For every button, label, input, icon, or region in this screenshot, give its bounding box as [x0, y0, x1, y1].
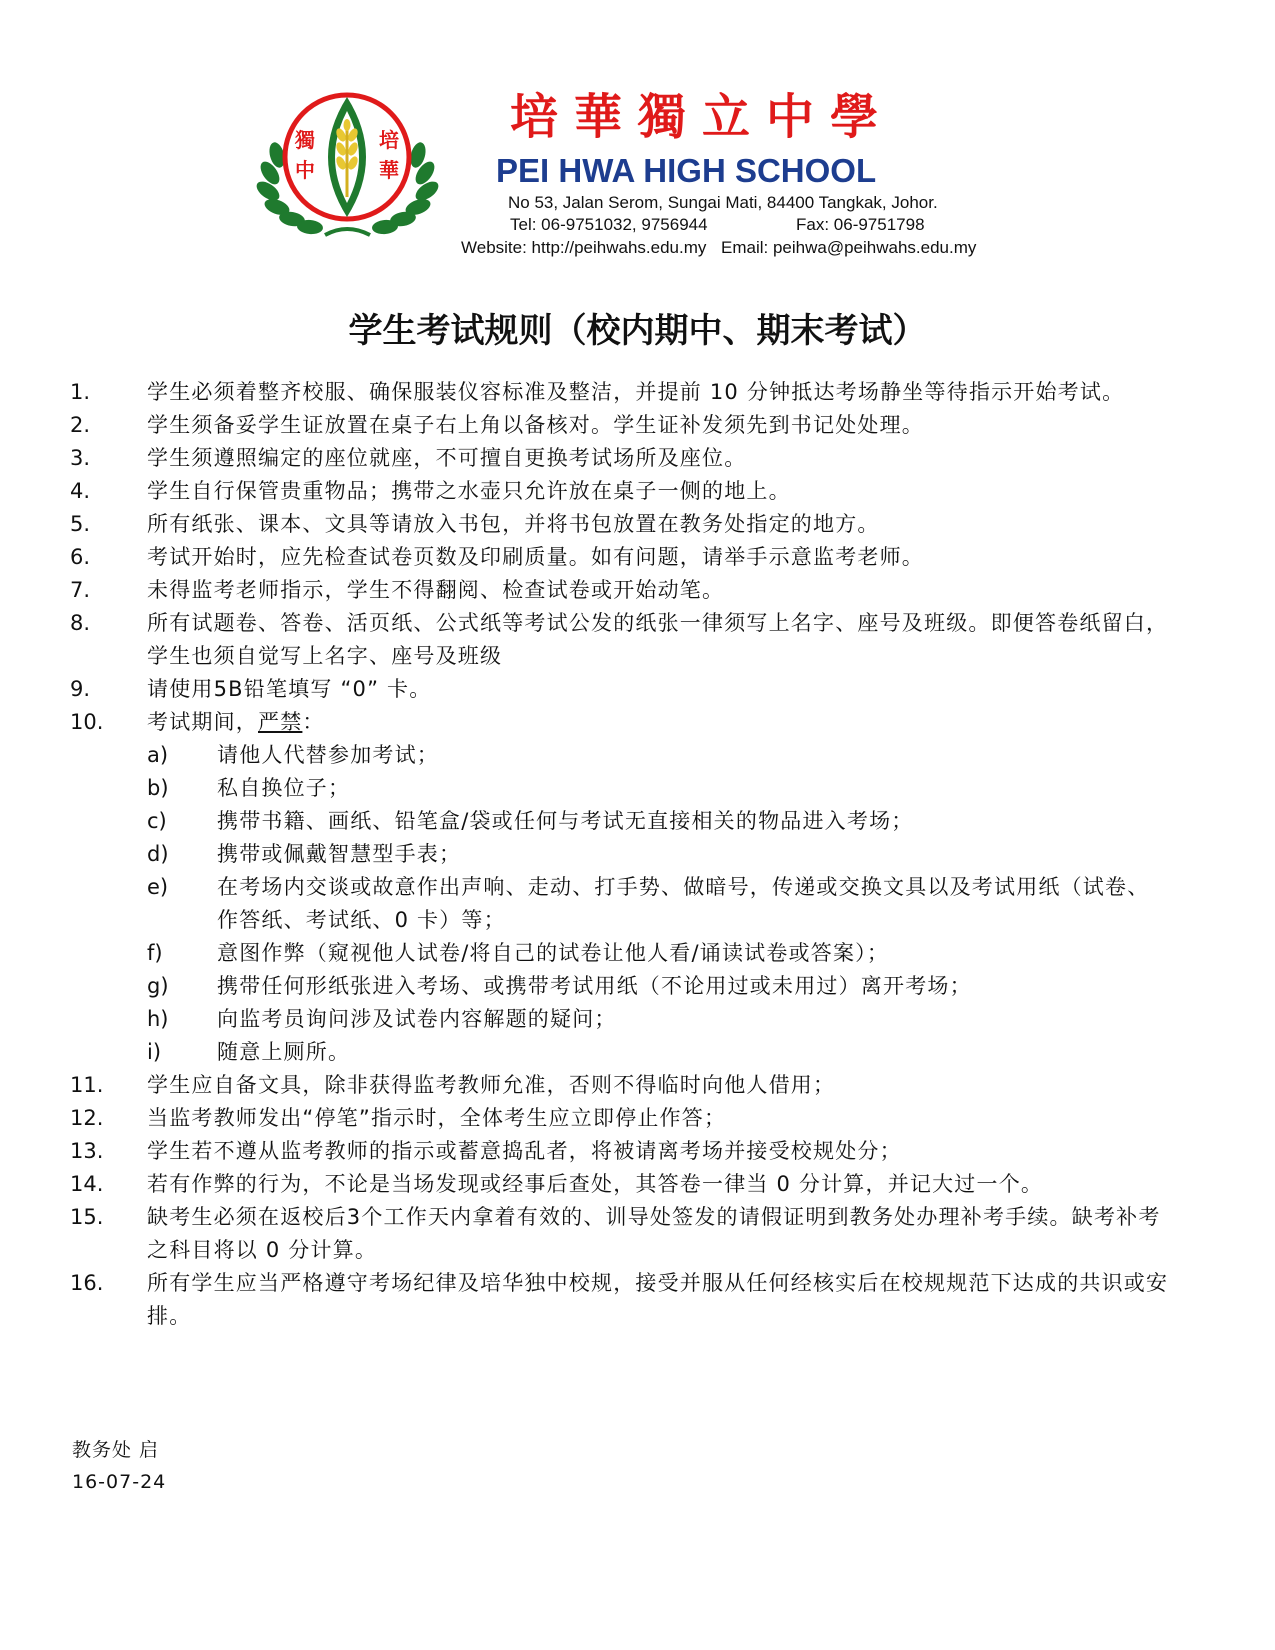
- rule-text: 所有试题卷、答卷、活页纸、公式纸等考试公发的纸张一律须写上名字、座号及班级。即便答卷纸留白，学生也须自觉写上名字、座号及班级: [147, 611, 1169, 668]
- rule-item: [70, 376, 1170, 409]
- prohibition-letter: g): [147, 974, 169, 998]
- prohibition-letter: h): [147, 1007, 169, 1031]
- school-fax: Fax: 06-9751798: [796, 215, 925, 234]
- rule-text: 学生必须着整齐校服、确保服装仪容标准及整洁，并提前 10 分钟抵达考场静坐等待指示开始考试。: [147, 380, 1125, 404]
- school-address: No 53, Jalan Serom, Sungai Mati, 84400 Tangkak, Johor.: [508, 193, 938, 212]
- rule-text: 学生须备妥学生证放置在桌子右上角以备核对。学生证补发须先到书记处处理。: [147, 413, 924, 437]
- prohibition-text: 向监考员询问涉及试卷内容解题的疑问；: [217, 1007, 617, 1031]
- prohibition-item: [70, 838, 1170, 871]
- rule-text: 缺考生必须在返校后3个工作天内拿着有效的、训导处签发的请假证明到教务处办理补考手续。缺考补考之科目将以 0 分计算。: [147, 1205, 1161, 1262]
- prohibition-item: [70, 1003, 1170, 1036]
- rule-item: [70, 1201, 1170, 1267]
- rule-number: 2.: [70, 413, 91, 437]
- prohibition-text: 请他人代替参加考试；: [217, 743, 439, 767]
- rule-text: 若有作弊的行为，不论是当场发现或经事后查处，其答卷一律当 0 分计算，并记大过一个。: [147, 1172, 1044, 1196]
- prohibition-item: [70, 937, 1170, 970]
- rule-text: 学生若不遵从监考教师的指示或蓄意捣乱者，将被请离考场并接受校规处分；: [147, 1139, 902, 1163]
- rule-item: [70, 442, 1170, 475]
- school-logo: [255, 85, 440, 245]
- prohibition-item: [70, 1036, 1170, 1069]
- rule-item: [70, 673, 1170, 706]
- prohibition-letter: f): [147, 941, 163, 965]
- prohibition-letter: e): [147, 875, 169, 899]
- prohibition-item: [70, 871, 1170, 937]
- school-name-english: PEI HWA HIGH SCHOOL: [496, 152, 877, 189]
- rule-item: [70, 508, 1170, 541]
- rule-text: 所有学生应当严格遵守考场纪律及培华独中校规，接受并服从任何经核实后在校规规范下达成的共识或安排。: [147, 1271, 1169, 1328]
- rule-item: [70, 607, 1170, 673]
- rule-item: [70, 1168, 1170, 1201]
- document-title: 学生考试规则（校内期中、期末考试）: [348, 311, 927, 351]
- prohibition-letter: c): [147, 809, 167, 833]
- rule-item: [70, 409, 1170, 442]
- rule-number: 12.: [70, 1106, 104, 1130]
- prohibition-text: 携带或佩戴智慧型手表；: [217, 842, 462, 866]
- rule-text: 所有纸张、课本、文具等请放入书包，并将书包放置在教务处指定的地方。: [147, 512, 880, 536]
- rule-item: [70, 475, 1170, 508]
- prohibition-text: 随意上厕所。: [217, 1040, 351, 1064]
- rule-item: [70, 706, 1170, 739]
- rule-number: 8.: [70, 611, 91, 635]
- rule-number: 3.: [70, 446, 91, 470]
- rule-number: 6.: [70, 545, 91, 569]
- rule-number: 9.: [70, 677, 91, 701]
- rule-item: [70, 1135, 1170, 1168]
- rule-item: [70, 1267, 1170, 1333]
- rule-item: [70, 574, 1170, 607]
- document-footer: [72, 1434, 166, 1498]
- prohibition-letter: a): [147, 743, 169, 767]
- prohibition-item: [70, 772, 1170, 805]
- rule-text: 考试期间，: [147, 710, 258, 734]
- rule-text: 未得监考老师指示，学生不得翻阅、检查试卷或开始动笔。: [147, 578, 725, 602]
- prohibition-letter: b): [147, 776, 169, 800]
- rule-number: 11.: [70, 1073, 104, 1097]
- rule-number: 13.: [70, 1139, 104, 1163]
- rule-text: 考试开始时，应先检查试卷页数及印刷质量。如有问题，请举手示意监考老师。: [147, 545, 924, 569]
- issue-date: 16-07-24: [72, 1471, 167, 1493]
- logo-char-right-bottom: 華: [379, 158, 399, 182]
- rule-item: [70, 541, 1170, 574]
- rule-text: ：: [302, 710, 325, 734]
- prohibition-text: 意图作弊（窥视他人试卷/将自己的试卷让他人看/诵读试卷或答案）；: [217, 941, 890, 965]
- prohibition-text: 携带任何形纸张进入考场、或携带考试用纸（不论用过或未用过）离开考场；: [217, 974, 972, 998]
- rule-number: 15.: [70, 1205, 104, 1229]
- rule-number: 7.: [70, 578, 91, 602]
- prohibition-item: [70, 805, 1170, 838]
- rule-item: [70, 1069, 1170, 1102]
- logo-char-left-bottom: 中: [295, 158, 315, 182]
- rule-number: 14.: [70, 1172, 104, 1196]
- rule-number: 5.: [70, 512, 91, 536]
- rule-number: 16.: [70, 1271, 104, 1295]
- rule-number: 1.: [70, 380, 91, 404]
- school-name-chinese: 培華獨立中學: [510, 89, 895, 145]
- prohibition-item: [70, 739, 1170, 772]
- rule-number: 4.: [70, 479, 91, 503]
- prohibition-text: 携带书籍、画纸、铅笔盒/袋或任何与考试无直接相关的物品进入考场；: [217, 809, 914, 833]
- rule-item: [70, 1102, 1170, 1135]
- rules-list: [70, 376, 1170, 1333]
- prohibition-item: [70, 970, 1170, 1003]
- rule-text: 当监考教师发出“停笔”指示时，全体考生应立即停止作答；: [147, 1106, 727, 1130]
- logo-char-right-top: 培: [379, 128, 399, 152]
- prohibition-text: 私自换位子；: [217, 776, 351, 800]
- rule-number: 10.: [70, 710, 104, 734]
- rule-text: 学生须遵照编定的座位就座，不可擅自更换考试场所及座位。: [147, 446, 747, 470]
- school-website: Website: http://peihwahs.edu.my: [461, 238, 707, 257]
- rule-text-underlined: 严禁: [258, 710, 303, 734]
- school-tel: Tel: 06-9751032, 9756944: [510, 215, 708, 234]
- prohibition-letter: d): [147, 842, 169, 866]
- logo-char-left-top: 獨: [295, 128, 315, 152]
- rule-text: 学生应自备文具，除非获得监考教师允准，否则不得临时向他人借用；: [147, 1073, 836, 1097]
- rule-text: 请使用5B铅笔填写 “0” 卡。: [147, 677, 432, 701]
- school-email: Email: peihwa@peihwahs.edu.my: [721, 238, 977, 257]
- issuer-signature: 教务处 启: [72, 1439, 160, 1461]
- prohibition-text: 在考场内交谈或故意作出声响、走动、打手势、做暗号，传递或交换文具以及考试用纸（试卷、作答纸、考试纸、0 卡）等；: [217, 875, 1150, 932]
- rule-text: 学生自行保管贵重物品；携带之水壶只允许放在桌子一侧的地上。: [147, 479, 791, 503]
- prohibition-letter: i): [147, 1040, 162, 1064]
